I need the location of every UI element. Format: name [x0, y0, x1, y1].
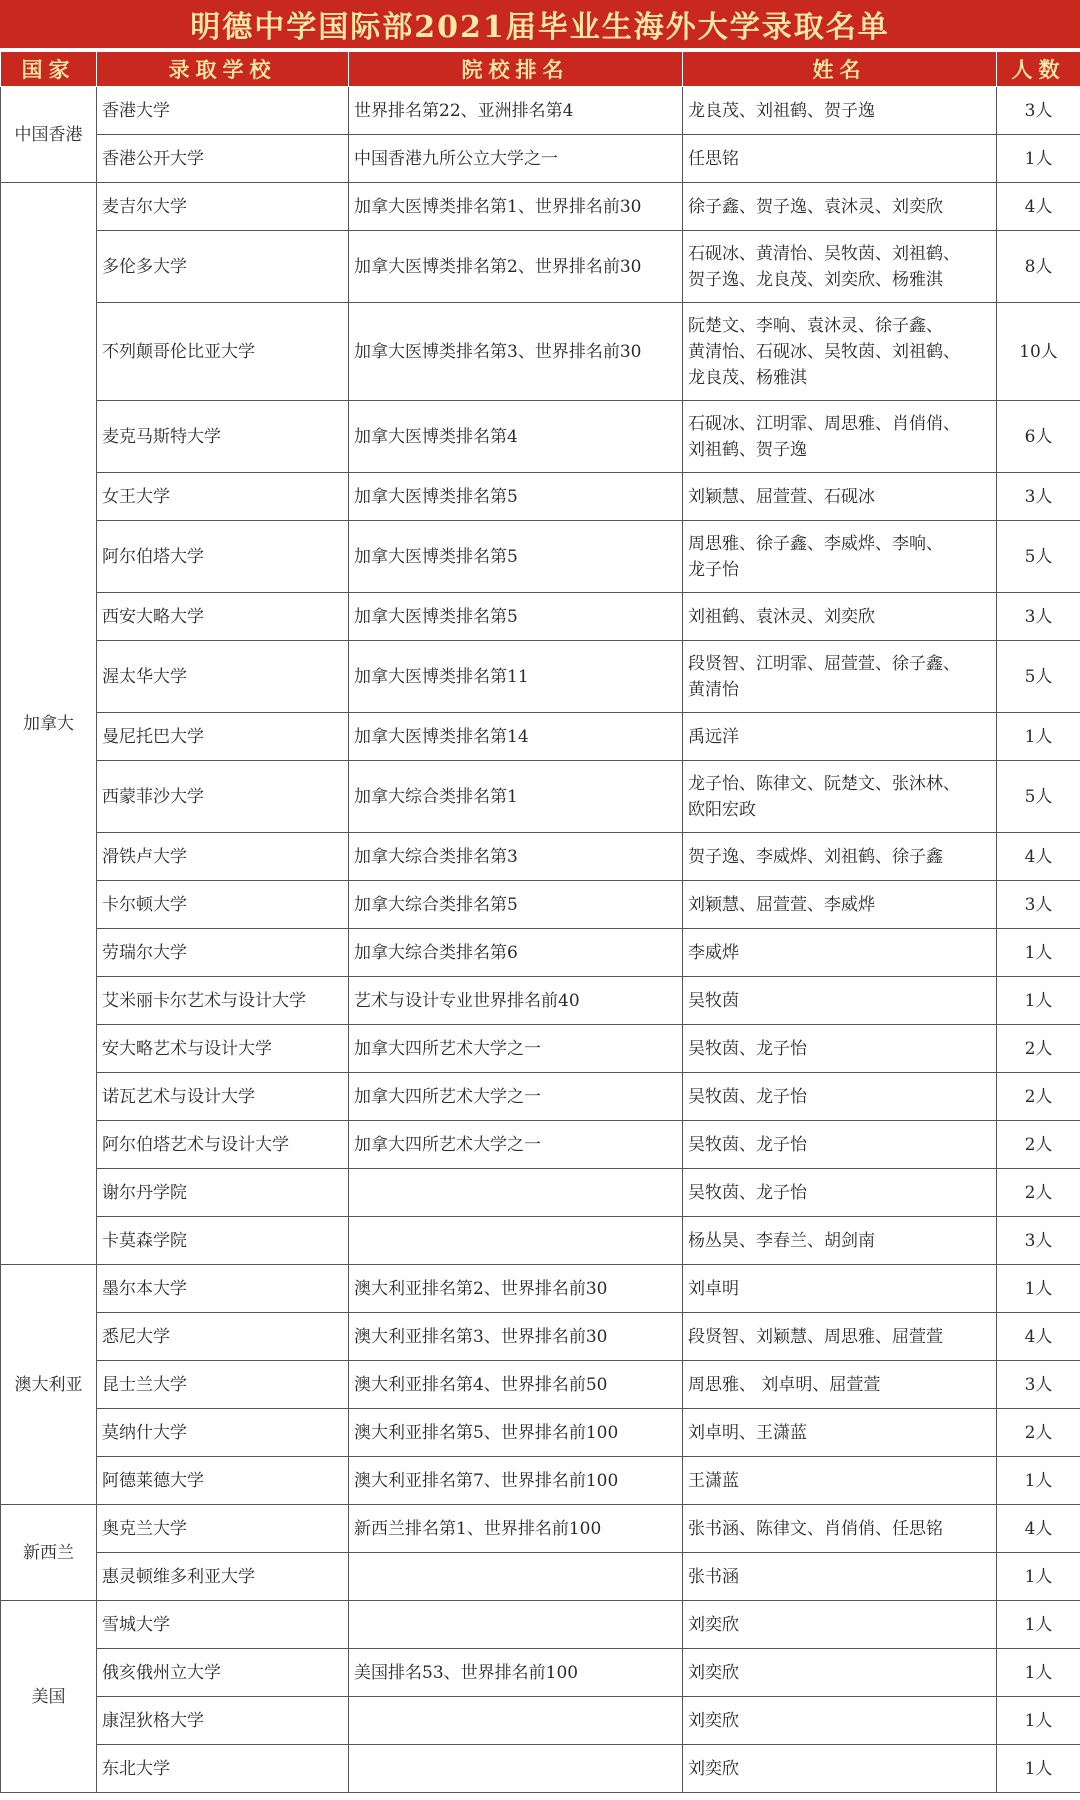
table-row: [1, 713, 1080, 761]
school-cell: 劳瑞尔大学: [97, 929, 349, 977]
rank-cell: 澳大利亚排名第7、世界排名前100: [349, 1457, 683, 1505]
count-cell: 1人: [997, 135, 1080, 183]
count-cell: 4人: [997, 1505, 1080, 1553]
country-cell: 加拿大: [1, 183, 97, 1265]
table-row: [1, 881, 1080, 929]
table-row: [1, 833, 1080, 881]
names-cell: 张书涵: [683, 1553, 997, 1601]
names-cell: 石砚冰、江明霏、周思雅、肖俏俏、 刘祖鹤、贺子逸: [683, 401, 997, 473]
names-cell: 刘颖慧、屈萱萱、石砚冰: [683, 473, 997, 521]
table-row: [1, 1265, 1080, 1313]
header-country: 国家: [1, 52, 97, 87]
names-cell: 禹远洋: [683, 713, 997, 761]
count-cell: 6人: [997, 401, 1080, 473]
table-row: [1, 1505, 1080, 1553]
table-row: [1, 473, 1080, 521]
rank-cell: [349, 1553, 683, 1601]
names-cell: 刘卓明: [683, 1265, 997, 1313]
rank-cell: 澳大利亚排名第4、世界排名前50: [349, 1361, 683, 1409]
title-bar: [0, 0, 1080, 48]
count-cell: 8人: [997, 231, 1080, 303]
count-cell: 2人: [997, 1025, 1080, 1073]
count-cell: 1人: [997, 1553, 1080, 1601]
names-cell: 刘奕欣: [683, 1601, 997, 1649]
table-row: [1, 1313, 1080, 1361]
rank-cell: 澳大利亚排名第2、世界排名前30: [349, 1265, 683, 1313]
rank-cell: 加拿大四所艺术大学之一: [349, 1025, 683, 1073]
names-cell: 刘颖慧、屈萱萱、李威烨: [683, 881, 997, 929]
table-row: [1, 521, 1080, 593]
school-cell: 女王大学: [97, 473, 349, 521]
table-body: [1, 87, 1080, 1793]
rank-cell: 加拿大医博类排名第2、世界排名前30: [349, 231, 683, 303]
country-cell: 澳大利亚: [1, 1265, 97, 1505]
school-cell: 香港大学: [97, 87, 349, 135]
table-row: [1, 1025, 1080, 1073]
rank-cell: [349, 1745, 683, 1793]
rank-cell: [349, 1169, 683, 1217]
names-cell: 吴牧茵、龙子怡: [683, 1025, 997, 1073]
school-cell: 滑铁卢大学: [97, 833, 349, 881]
school-cell: 昆士兰大学: [97, 1361, 349, 1409]
count-cell: 2人: [997, 1409, 1080, 1457]
names-cell: 石砚冰、黄清怡、吴牧茵、刘祖鹤、 贺子逸、龙良茂、刘奕欣、杨雅淇: [683, 231, 997, 303]
country-cell: 中国香港: [1, 87, 97, 183]
names-cell: 吴牧茵、龙子怡: [683, 1169, 997, 1217]
school-cell: 墨尔本大学: [97, 1265, 349, 1313]
table-row: [1, 1697, 1080, 1745]
rank-cell: 美国排名53、世界排名前100: [349, 1649, 683, 1697]
names-cell: 吴牧茵: [683, 977, 997, 1025]
school-cell: 艾米丽卡尔艺术与设计大学: [97, 977, 349, 1025]
count-cell: 2人: [997, 1073, 1080, 1121]
names-cell: 周思雅、 刘卓明、屈萱萱: [683, 1361, 997, 1409]
names-cell: 阮楚文、李响、袁沐灵、徐子鑫、 黄清怡、石砚冰、吴牧茵、刘祖鹤、 龙良茂、杨雅淇: [683, 303, 997, 401]
page-title: 明德中学国际部2021届毕业生海外大学录取名单: [190, 10, 890, 45]
count-cell: 4人: [997, 1313, 1080, 1361]
count-cell: 1人: [997, 1697, 1080, 1745]
rank-cell: 新西兰排名第1、世界排名前100: [349, 1505, 683, 1553]
table-row: [1, 1553, 1080, 1601]
rank-cell: 中国香港九所公立大学之一: [349, 135, 683, 183]
names-cell: 杨丛昊、李春兰、胡剑南: [683, 1217, 997, 1265]
names-cell: 段贤智、江明霏、屈萱萱、徐子鑫、 黄清怡: [683, 641, 997, 713]
school-cell: 阿尔伯塔大学: [97, 521, 349, 593]
names-cell: 段贤智、刘颖慧、周思雅、屈萱萱: [683, 1313, 997, 1361]
names-cell: 龙良茂、刘祖鹤、贺子逸: [683, 87, 997, 135]
count-cell: 3人: [997, 1217, 1080, 1265]
school-cell: 悉尼大学: [97, 1313, 349, 1361]
rank-cell: 加拿大四所艺术大学之一: [349, 1073, 683, 1121]
rank-cell: 世界排名第22、亚洲排名第4: [349, 87, 683, 135]
table-row: [1, 1649, 1080, 1697]
rank-cell: 加拿大综合类排名第6: [349, 929, 683, 977]
count-cell: 4人: [997, 183, 1080, 231]
count-cell: 10人: [997, 303, 1080, 401]
school-cell: 卡莫森学院: [97, 1217, 349, 1265]
table-row: [1, 183, 1080, 231]
table-row: [1, 401, 1080, 473]
count-cell: 1人: [997, 1649, 1080, 1697]
school-cell: 雪城大学: [97, 1601, 349, 1649]
names-cell: 刘祖鹤、袁沐灵、刘奕欣: [683, 593, 997, 641]
table-row: [1, 231, 1080, 303]
rank-cell: 加拿大医博类排名第5: [349, 593, 683, 641]
count-cell: 1人: [997, 1457, 1080, 1505]
count-cell: 3人: [997, 87, 1080, 135]
rank-cell: 艺术与设计专业世界排名前40: [349, 977, 683, 1025]
table-row: [1, 1745, 1080, 1793]
count-cell: 1人: [997, 929, 1080, 977]
table-row: [1, 929, 1080, 977]
school-cell: 俄亥俄州立大学: [97, 1649, 349, 1697]
rank-cell: 加拿大医博类排名第14: [349, 713, 683, 761]
count-cell: 3人: [997, 881, 1080, 929]
count-cell: 4人: [997, 833, 1080, 881]
rank-cell: 澳大利亚排名第3、世界排名前30: [349, 1313, 683, 1361]
header-count: 人数: [997, 52, 1080, 87]
count-cell: 3人: [997, 1361, 1080, 1409]
rank-cell: [349, 1697, 683, 1745]
school-cell: 曼尼托巴大学: [97, 713, 349, 761]
school-cell: 西蒙菲沙大学: [97, 761, 349, 833]
names-cell: 刘奕欣: [683, 1745, 997, 1793]
names-cell: 王潇蓝: [683, 1457, 997, 1505]
school-cell: 谢尔丹学院: [97, 1169, 349, 1217]
header-row: [1, 52, 1080, 87]
school-cell: 麦吉尔大学: [97, 183, 349, 231]
table-row: [1, 1601, 1080, 1649]
table-row: [1, 1457, 1080, 1505]
table-row: [1, 303, 1080, 401]
names-cell: 刘奕欣: [683, 1697, 997, 1745]
table-row: [1, 1169, 1080, 1217]
names-cell: 徐子鑫、贺子逸、袁沐灵、刘奕欣: [683, 183, 997, 231]
school-cell: 诺瓦艺术与设计大学: [97, 1073, 349, 1121]
table-row: [1, 135, 1080, 183]
names-cell: 李威烨: [683, 929, 997, 977]
header-names: 姓名: [683, 52, 997, 87]
school-cell: 莫纳什大学: [97, 1409, 349, 1457]
table-row: [1, 641, 1080, 713]
school-cell: 奥克兰大学: [97, 1505, 349, 1553]
school-cell: 麦克马斯特大学: [97, 401, 349, 473]
count-cell: 1人: [997, 1265, 1080, 1313]
school-cell: 西安大略大学: [97, 593, 349, 641]
table-row: [1, 1217, 1080, 1265]
school-cell: 康涅狄格大学: [97, 1697, 349, 1745]
count-cell: 1人: [997, 1745, 1080, 1793]
names-cell: 刘奕欣: [683, 1649, 997, 1697]
count-cell: 5人: [997, 761, 1080, 833]
school-cell: 香港公开大学: [97, 135, 349, 183]
count-cell: 2人: [997, 1121, 1080, 1169]
school-cell: 渥太华大学: [97, 641, 349, 713]
table-row: [1, 1409, 1080, 1457]
country-cell: 新西兰: [1, 1505, 97, 1601]
rank-cell: 加拿大综合类排名第3: [349, 833, 683, 881]
count-cell: 1人: [997, 713, 1080, 761]
rank-cell: 加拿大综合类排名第1: [349, 761, 683, 833]
school-cell: 卡尔顿大学: [97, 881, 349, 929]
count-cell: 1人: [997, 1601, 1080, 1649]
table-row: [1, 761, 1080, 833]
rank-cell: 加拿大医博类排名第4: [349, 401, 683, 473]
names-cell: 龙子怡、陈律文、阮楚文、张沐林、 欧阳宏政: [683, 761, 997, 833]
country-cell: 美国: [1, 1601, 97, 1793]
rank-cell: 加拿大医博类排名第1、世界排名前30: [349, 183, 683, 231]
rank-cell: [349, 1601, 683, 1649]
count-cell: 5人: [997, 521, 1080, 593]
header-school: 录取学校: [97, 52, 349, 87]
table-row: [1, 1121, 1080, 1169]
count-cell: 2人: [997, 1169, 1080, 1217]
rank-cell: 加拿大医博类排名第11: [349, 641, 683, 713]
header-rank: 院校排名: [349, 52, 683, 87]
rank-cell: [349, 1217, 683, 1265]
school-cell: 不列颠哥伦比亚大学: [97, 303, 349, 401]
table-row: [1, 87, 1080, 135]
rank-cell: 加拿大四所艺术大学之一: [349, 1121, 683, 1169]
school-cell: 惠灵顿维多利亚大学: [97, 1553, 349, 1601]
table-row: [1, 1073, 1080, 1121]
names-cell: 吴牧茵、龙子怡: [683, 1121, 997, 1169]
names-cell: 贺子逸、李威烨、刘祖鹤、徐子鑫: [683, 833, 997, 881]
rank-cell: 澳大利亚排名第5、世界排名前100: [349, 1409, 683, 1457]
rank-cell: 加拿大医博类排名第5: [349, 521, 683, 593]
rank-cell: 加拿大综合类排名第5: [349, 881, 683, 929]
names-cell: 任思铭: [683, 135, 997, 183]
table-row: [1, 1361, 1080, 1409]
count-cell: 3人: [997, 593, 1080, 641]
school-cell: 东北大学: [97, 1745, 349, 1793]
admission-table: [0, 51, 1080, 1793]
rank-cell: 加拿大医博类排名第3、世界排名前30: [349, 303, 683, 401]
names-cell: 吴牧茵、龙子怡: [683, 1073, 997, 1121]
table-row: [1, 977, 1080, 1025]
count-cell: 3人: [997, 473, 1080, 521]
count-cell: 5人: [997, 641, 1080, 713]
school-cell: 安大略艺术与设计大学: [97, 1025, 349, 1073]
table-row: [1, 593, 1080, 641]
school-cell: 阿德莱德大学: [97, 1457, 349, 1505]
names-cell: 周思雅、徐子鑫、李威烨、李响、 龙子怡: [683, 521, 997, 593]
count-cell: 1人: [997, 977, 1080, 1025]
rank-cell: 加拿大医博类排名第5: [349, 473, 683, 521]
names-cell: 张书涵、陈律文、肖俏俏、任思铭: [683, 1505, 997, 1553]
names-cell: 刘卓明、王潇蓝: [683, 1409, 997, 1457]
school-cell: 阿尔伯塔艺术与设计大学: [97, 1121, 349, 1169]
school-cell: 多伦多大学: [97, 231, 349, 303]
